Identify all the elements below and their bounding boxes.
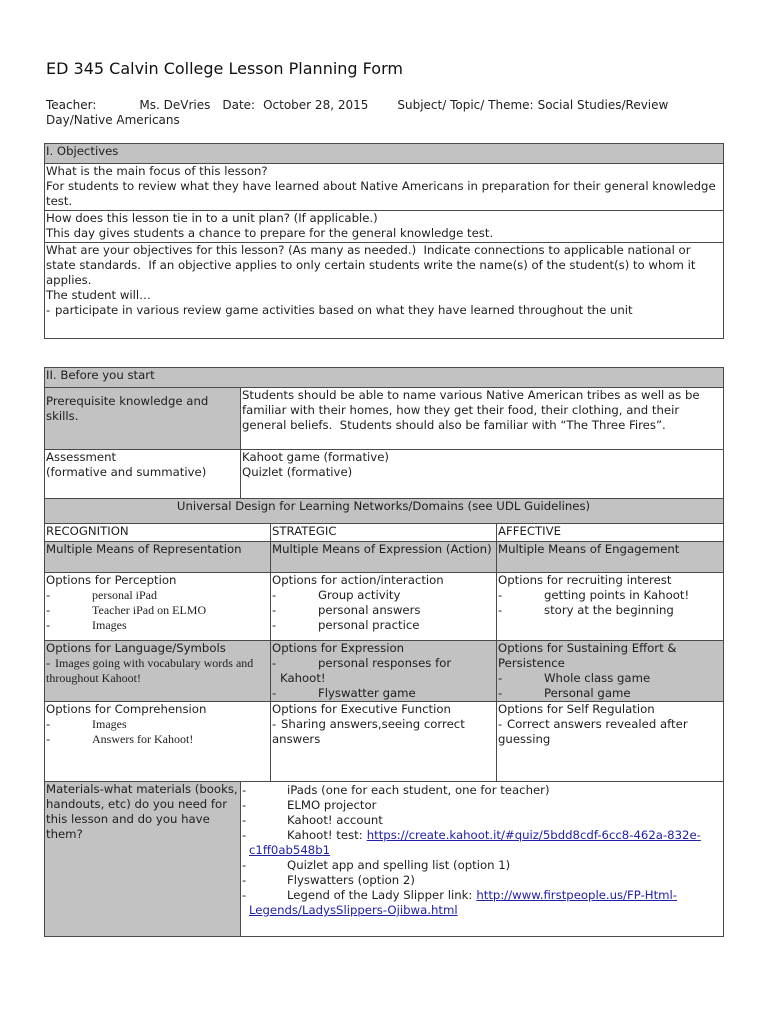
teacher-name: Ms. DeVries xyxy=(139,98,211,112)
affective-label: AFFECTIVE xyxy=(497,524,724,542)
list-item-text: personal responses for Kahoot! xyxy=(280,656,452,685)
self-regulation-cell xyxy=(497,702,724,782)
list-marker: - xyxy=(242,783,247,797)
form-header xyxy=(46,98,711,128)
prerequisite-label: Prerequisite knowledge and skills. xyxy=(45,388,241,450)
material-item xyxy=(242,873,721,888)
list-item xyxy=(46,656,268,686)
material-item-text: ELMO projector xyxy=(287,798,377,812)
executive-function-cell xyxy=(271,702,497,782)
objectives-cell xyxy=(45,243,724,339)
kahoot-test-link[interactable]: https://create.kahoot.it/#quiz/5bdd8cdf-6cc8-462a-832e-c1ff0ab548b1 xyxy=(249,828,701,857)
list-marker: - xyxy=(272,656,277,670)
list-item-text: Personal game xyxy=(544,686,631,700)
objective-item xyxy=(46,303,721,318)
list-item xyxy=(272,588,494,603)
list-item xyxy=(272,717,494,747)
action-interaction-cell xyxy=(271,573,497,641)
list-marker: - xyxy=(498,588,503,602)
list-marker: - xyxy=(46,603,51,617)
material-item-text: Kahoot! test: xyxy=(287,828,363,842)
focus-question: What is the main focus of this lesson? xyxy=(46,164,268,178)
material-item xyxy=(242,798,721,813)
materials-label: Materials-what materials (books, handouts, etc) do you need for this lesson and do you have them? xyxy=(45,782,241,937)
list-item-text: personal practice xyxy=(318,618,420,632)
focus-answer: For students to review what they have learned about Native Americans in preparation for their general knowledge test. xyxy=(46,179,716,208)
list-item xyxy=(272,618,494,633)
sustaining-effort-cell xyxy=(497,641,724,702)
option-title: Options for Expression xyxy=(272,641,405,655)
material-item xyxy=(242,858,721,873)
objectives-table xyxy=(44,143,724,339)
list-marker: - xyxy=(242,888,247,902)
lady-slipper-legend-link[interactable]: http://www.firstpeople.us/FP-Html-Legends/LadysSlippers-Ojibwa.html xyxy=(249,888,678,917)
list-item xyxy=(498,671,721,686)
list-marker: - xyxy=(242,813,247,827)
before-you-start-table xyxy=(44,367,724,937)
materials-cell xyxy=(241,782,724,937)
list-marker: - xyxy=(242,798,247,812)
list-item-text: Flyswatter game xyxy=(318,686,416,700)
list-marker: - xyxy=(272,618,277,632)
strategic-means: Multiple Means of Expression (Action) xyxy=(271,542,497,573)
expression-cell xyxy=(271,641,497,702)
list-item-text: Images xyxy=(92,717,127,731)
list-item-text: personal iPad xyxy=(92,588,157,602)
udl-heading: Universal Design for Learning Networks/Domains (see UDL Guidelines) xyxy=(45,499,724,524)
assessment-item: Quizlet (formative) xyxy=(242,465,353,479)
option-title: Options for Perception xyxy=(46,573,177,587)
date-value: October 28, 2015 xyxy=(263,98,369,112)
list-marker: - xyxy=(242,828,247,842)
before-you-start-heading: II. Before you start xyxy=(45,368,724,388)
objectives-intro: The student will… xyxy=(46,288,151,302)
language-symbols-cell xyxy=(45,641,271,702)
date-label: Date: xyxy=(222,98,256,112)
material-item-text: Flyswatters (option 2) xyxy=(287,873,415,887)
list-item-text: story at the beginning xyxy=(544,603,674,617)
list-item xyxy=(46,618,268,633)
material-item xyxy=(242,888,721,918)
form-title: ED 345 Calvin College Lesson Planning Form xyxy=(46,59,403,78)
option-title: Options for Sustaining Effort & Persistence xyxy=(498,641,677,670)
list-marker: - xyxy=(272,603,277,617)
unit-plan-answer: This day gives students a chance to prepare for the general knowledge test. xyxy=(46,226,494,240)
material-item xyxy=(242,828,721,858)
list-marker: - xyxy=(46,717,51,731)
material-item-text: iPads (one for each student, one for teacher) xyxy=(287,783,550,797)
list-item-text: Images going with vocabulary words and throughout Kahoot! xyxy=(46,656,254,685)
prerequisite-text: Students should be able to name various Native American tribes as well as be familiar with their homes, how they get their food, their clothing, and their general beliefs. Students should also be familiar with “The Three Fires”. xyxy=(241,388,724,450)
material-item-text: Kahoot! account xyxy=(287,813,383,827)
list-item-text: Whole class game xyxy=(544,671,651,685)
objective-item-text: participate in various review game activities based on what they have learned throughout the unit xyxy=(55,303,633,317)
list-marker: - xyxy=(46,656,51,670)
option-title: Options for action/interaction xyxy=(272,573,444,587)
list-item-text: personal answers xyxy=(318,603,421,617)
list-marker: - xyxy=(242,873,247,887)
list-item xyxy=(498,588,721,603)
list-marker: - xyxy=(498,603,503,617)
list-item-text: Sharing answers,seeing correct answers xyxy=(272,717,465,746)
list-item xyxy=(272,603,494,618)
material-item-text: Legend of the Lady Slipper link: xyxy=(287,888,473,902)
list-marker: - xyxy=(46,618,51,632)
list-marker: - xyxy=(498,671,503,685)
list-marker: - xyxy=(46,732,51,746)
list-marker: - xyxy=(272,717,277,731)
perception-cell xyxy=(45,573,271,641)
list-item-text: getting points in Kahoot! xyxy=(544,588,690,602)
list-item-text: Images xyxy=(92,618,127,632)
material-item xyxy=(242,783,721,798)
list-item-text: Teacher iPad on ELMO xyxy=(92,603,207,617)
teacher-label: Teacher: xyxy=(46,98,97,112)
unit-plan-cell xyxy=(45,211,724,243)
recruiting-interest-cell xyxy=(497,573,724,641)
assessment-sublabel: (formative and summative) xyxy=(46,465,207,479)
list-marker: - xyxy=(498,717,503,731)
list-item xyxy=(46,732,268,747)
list-item xyxy=(272,656,494,686)
list-item xyxy=(272,686,494,701)
assessment-item: Kahoot game (formative) xyxy=(242,450,389,464)
list-marker: - xyxy=(46,303,51,317)
list-item-text: Answers for Kahoot! xyxy=(92,732,194,746)
recognition-means: Multiple Means of Representation xyxy=(45,542,271,573)
list-item xyxy=(46,588,268,603)
option-title: Options for Language/Symbols xyxy=(46,641,226,655)
list-item-text: Group activity xyxy=(318,588,401,602)
list-marker: - xyxy=(46,588,51,602)
list-marker: - xyxy=(242,858,247,872)
list-marker: - xyxy=(272,588,277,602)
material-item-text: Quizlet app and spelling list (option 1) xyxy=(287,858,511,872)
list-item xyxy=(46,717,268,732)
unit-plan-question: How does this lesson tie in to a unit plan? (If applicable.) xyxy=(46,211,378,225)
option-title: Options for Executive Function xyxy=(272,702,451,716)
option-title: Options for Comprehension xyxy=(46,702,207,716)
list-item xyxy=(498,603,721,618)
list-item xyxy=(498,686,721,701)
list-item xyxy=(46,603,268,618)
assessment-label: Assessment xyxy=(46,450,117,464)
material-item xyxy=(242,813,721,828)
list-item xyxy=(498,717,721,747)
list-item-text: Correct answers revealed after guessing xyxy=(498,717,688,746)
recognition-label: RECOGNITION xyxy=(45,524,271,542)
subject-value: Social Studies/Review Day/Native Americans xyxy=(46,98,669,127)
option-title: Options for recruiting interest xyxy=(498,573,672,587)
focus-cell xyxy=(45,164,724,211)
subject-label: Subject/ Topic/ Theme: xyxy=(397,98,534,112)
list-marker: - xyxy=(272,686,277,700)
assessment-cell xyxy=(241,450,724,499)
comprehension-cell xyxy=(45,702,271,782)
strategic-label: STRATEGIC xyxy=(271,524,497,542)
option-title: Options for Self Regulation xyxy=(498,702,655,716)
assessment-label-cell xyxy=(45,450,241,499)
objectives-question: What are your objectives for this lesson? (As many as needed.) Indicate connections to applicable national or state standards. If an objective applies to only certain students write the name(s) of the student(s) to whom it applies. xyxy=(46,243,700,287)
list-marker: - xyxy=(498,686,503,700)
affective-means: Multiple Means of Engagement xyxy=(497,542,724,573)
objectives-heading: I. Objectives xyxy=(45,144,724,164)
